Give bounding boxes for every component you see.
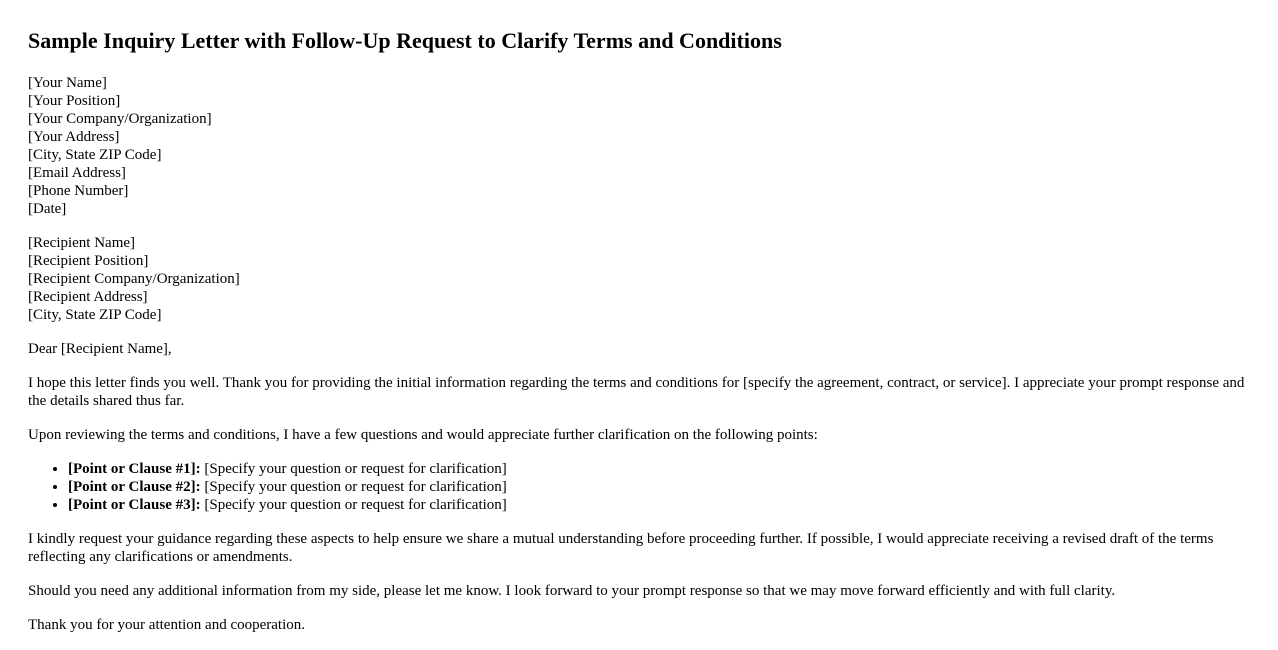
list-item xyxy=(68,478,1250,496)
letter-date: [Date] xyxy=(28,201,67,217)
clarification-points-list xyxy=(28,460,1250,514)
page-title: Sample Inquiry Letter with Follow-Up Request to Clarify Terms and Conditions xyxy=(28,28,782,53)
point-text: [Specify your question or request for clarification] xyxy=(200,461,507,477)
sender-company: [Your Company/Organization] xyxy=(28,111,212,127)
sender-name: [Your Name] xyxy=(28,75,107,91)
body-paragraph-followup: Should you need any additional information from my side, please let me know. I look forward to your prompt response so that we may move forward efficiently and with full clarity. xyxy=(28,583,1116,599)
body-paragraph-questions: Upon reviewing the terms and conditions, I have a few questions and would appreciate further clarification on the following points: xyxy=(28,427,818,443)
point-label: [Point or Clause #2]: xyxy=(68,479,201,495)
body-paragraph-intro: I hope this letter finds you well. Thank you for providing the initial information regarding the terms and conditions for [specify the agreement, contract, or service]. I appreciate your prompt response and the details shared thus far. xyxy=(28,375,1245,409)
point-text: [Specify your question or request for clarification] xyxy=(200,479,507,495)
recipient-name: [Recipient Name] xyxy=(28,235,136,251)
point-label: [Point or Clause #1]: xyxy=(68,461,201,477)
list-item xyxy=(68,496,1250,514)
salutation: Dear [Recipient Name], xyxy=(28,341,172,357)
body-paragraph-request: I kindly request your guidance regarding these aspects to help ensure we share a mutual understanding before proceeding further. If possible, I would appreciate receiving a revised draft of the terms reflecting any clarifications or amendments. xyxy=(28,531,1214,565)
closing-line: Thank you for your attention and cooperation. xyxy=(28,617,306,633)
point-label: [Point or Clause #3]: xyxy=(68,497,201,513)
sender-position: [Your Position] xyxy=(28,93,121,109)
recipient-address: [Recipient Address] xyxy=(28,289,148,305)
recipient-position: [Recipient Position] xyxy=(28,253,149,269)
recipient-company: [Recipient Company/Organization] xyxy=(28,271,240,287)
sender-city-state-zip: [City, State ZIP Code] xyxy=(28,147,162,163)
sender-email: [Email Address] xyxy=(28,165,126,181)
sender-address-block xyxy=(28,74,1250,218)
sender-phone: [Phone Number] xyxy=(28,183,129,199)
recipient-city-state-zip: [City, State ZIP Code] xyxy=(28,307,162,323)
list-item xyxy=(68,460,1250,478)
sender-address: [Your Address] xyxy=(28,129,120,145)
point-text: [Specify your question or request for clarification] xyxy=(200,497,507,513)
recipient-address-block xyxy=(28,234,1250,324)
